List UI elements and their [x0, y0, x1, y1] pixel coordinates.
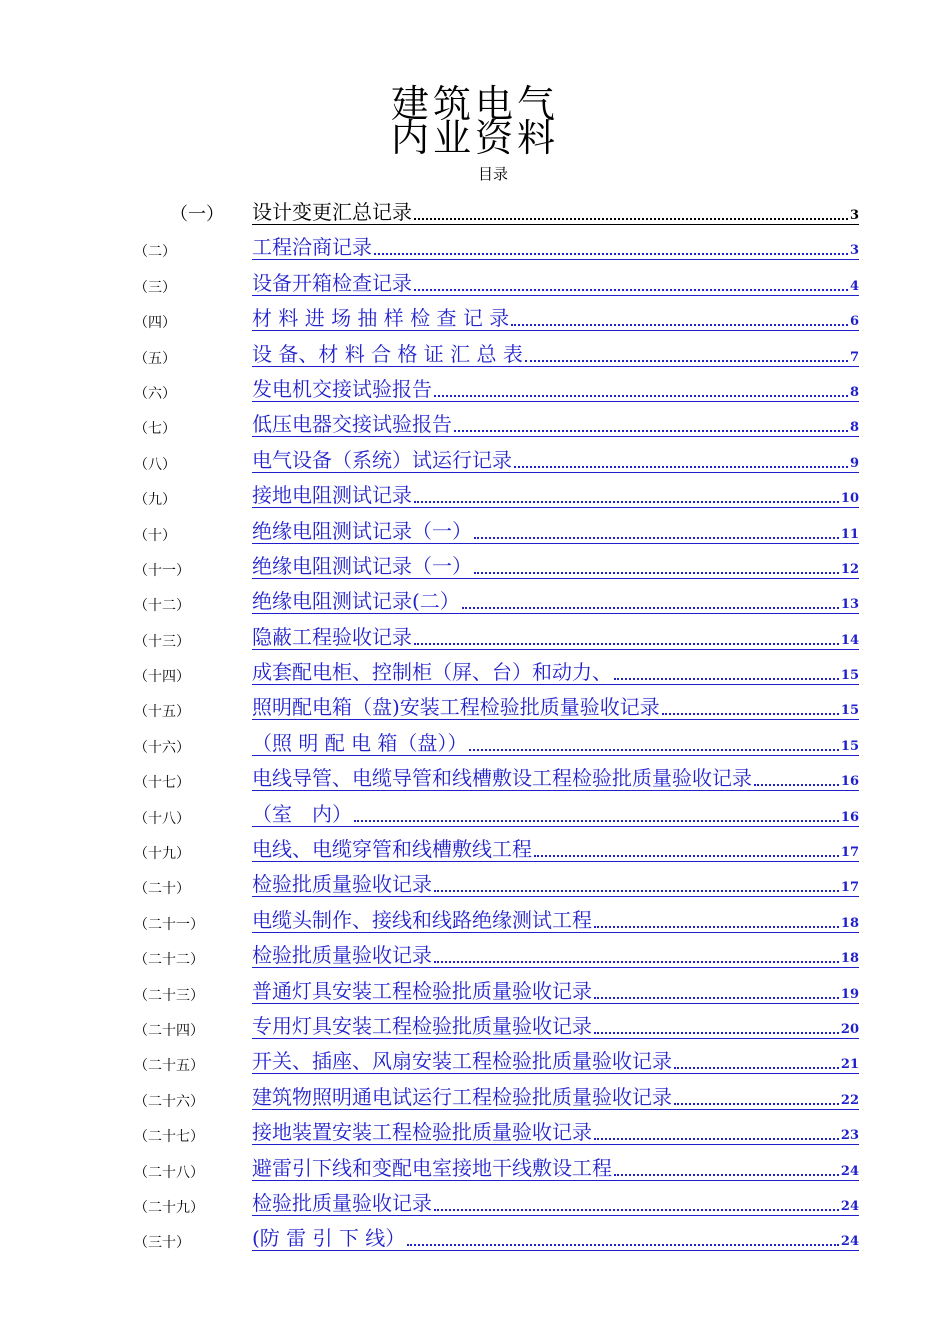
toc-entry-link[interactable] — [252, 410, 859, 437]
toc-row — [0, 937, 950, 972]
toc-entry-link[interactable] — [252, 233, 859, 260]
toc-entry-number: （二） — [134, 244, 176, 261]
toc-dot-leader — [514, 466, 848, 468]
toc-entry-title: 照明配电箱（盘)安装工程检验批质量验收记录 — [252, 695, 660, 720]
toc-dot-leader — [434, 890, 839, 892]
toc-entry-number: （四） — [134, 315, 176, 332]
toc-entry-title: 避雷引下线和变配电室接地干线敷设工程 — [252, 1155, 612, 1180]
toc-page-number: 17 — [840, 845, 859, 861]
toc-entry-link[interactable] — [252, 481, 859, 508]
toc-page-number: 19 — [840, 986, 859, 1002]
toc-dot-leader — [454, 430, 848, 432]
toc-entry-number: （二十七） — [134, 1129, 204, 1146]
toc-entry-title: 普通灯具安装工程检验批质量验收记录 — [252, 978, 592, 1003]
toc-page-number: 23 — [840, 1128, 859, 1144]
toc-entry-title: 设计变更汇总记录 — [252, 200, 412, 224]
toc-entry-title: 绝缘电阻测试记录（一） — [252, 518, 472, 543]
toc-dot-leader — [414, 643, 839, 645]
toc-page-number: 9 — [849, 455, 859, 471]
toc-page-number: 21 — [840, 1057, 859, 1073]
document-title-line-2: 内业资料 — [390, 116, 559, 160]
toc-page-number: 7 — [849, 349, 859, 365]
toc-entry-number: （二十二） — [134, 952, 204, 969]
toc-dot-leader — [469, 749, 838, 751]
toc-row — [0, 619, 950, 654]
toc-dot-leader — [674, 1103, 839, 1105]
toc-page-number: 15 — [840, 703, 859, 719]
toc-dot-leader — [511, 324, 848, 326]
toc-row — [0, 229, 950, 264]
toc-entry-link[interactable] — [252, 693, 859, 720]
toc-row — [0, 689, 950, 724]
toc-dot-leader — [474, 537, 839, 539]
toc-entry-link[interactable] — [252, 623, 859, 650]
toc-row — [0, 1043, 950, 1078]
toc-entry-title: 发电机交接试验报告 — [252, 376, 432, 401]
toc-row — [0, 1220, 950, 1255]
toc-dot-leader — [414, 218, 848, 220]
toc-entry-link[interactable] — [252, 1154, 859, 1181]
toc-row — [0, 654, 950, 689]
toc-page-number: 8 — [849, 384, 859, 400]
toc-entry-number: （六） — [134, 385, 176, 402]
toc-entry-link[interactable] — [252, 835, 859, 862]
toc-entry-number: （一） — [170, 204, 224, 225]
toc-entry-number: （十三） — [134, 633, 190, 650]
toc-dot-leader — [614, 1174, 839, 1176]
toc-dot-leader — [414, 289, 848, 291]
toc-entry-title: 设 备、材 料 合 格 证 汇 总 表 — [252, 341, 523, 366]
toc-row — [0, 336, 950, 371]
toc-entry-title: 专用灯具安装工程检验批质量验收记录 — [252, 1013, 592, 1038]
toc-dot-leader — [374, 253, 848, 255]
toc-entry-link[interactable] — [252, 1224, 859, 1251]
toc-dot-leader — [594, 1032, 839, 1034]
toc-heading: 目录 — [477, 165, 508, 183]
toc-page-number: 22 — [840, 1092, 859, 1108]
document-title-line-1: 建筑电气 — [390, 82, 559, 126]
toc-entry-title: 建筑物照明通电试运行工程检验批质量验收记录 — [252, 1084, 672, 1109]
toc-entry-link[interactable] — [252, 658, 859, 685]
toc-dot-leader — [662, 713, 839, 715]
toc-entry-title: 电线、电缆穿管和线槽敷线工程 — [252, 837, 532, 862]
toc-row — [0, 1114, 950, 1149]
toc-row — [0, 866, 950, 901]
toc-entry-number: （十七） — [134, 775, 190, 792]
toc-entry-number: （十四） — [134, 669, 190, 686]
toc-dot-leader — [407, 1244, 839, 1246]
toc-entry-title: 检验批质量验收记录 — [252, 1190, 432, 1215]
toc-entry-title: 绝缘电阻测试记录(二） — [252, 589, 460, 614]
toc-row — [0, 1008, 950, 1043]
toc-entry-title: 成套配电柜、控制柜（屏、台）和动力、 — [252, 660, 612, 685]
toc-page-number: 24 — [840, 1198, 859, 1214]
toc-entry-number: （十八） — [134, 810, 190, 827]
toc-entry-title: 检验批质量验收记录 — [252, 872, 432, 897]
toc-entry-title: 设备开箱检查记录 — [252, 270, 412, 295]
toc-row — [0, 1185, 950, 1220]
toc-entry-title: 电气设备（系统）试运行记录 — [252, 447, 512, 472]
toc-entry-title: 工程洽商记录 — [252, 235, 372, 260]
toc-row — [0, 1150, 950, 1185]
toc-entry-link[interactable] — [252, 1118, 859, 1145]
toc-entry-title: 电线导管、电缆导管和线槽敷设工程检验批质量验收记录 — [252, 766, 752, 791]
toc-entry-number: （二十九） — [134, 1199, 204, 1216]
toc-row — [0, 583, 950, 618]
toc-entry-number: （二十一） — [134, 916, 204, 933]
toc-page-number: 12 — [840, 561, 859, 577]
toc-dot-leader — [594, 997, 839, 999]
toc-entry-link[interactable] — [252, 906, 859, 933]
toc-entry-link[interactable] — [252, 870, 859, 897]
toc-page-number: 17 — [840, 880, 859, 896]
toc-page-number: 18 — [840, 951, 859, 967]
toc-page-number: 15 — [840, 738, 859, 754]
toc-row — [0, 265, 950, 300]
toc-row — [0, 406, 950, 441]
toc-entry-title: 开关、插座、风扇安装工程检验批质量验收记录 — [252, 1049, 672, 1074]
toc-row — [0, 513, 950, 548]
table-of-contents — [0, 194, 950, 1256]
toc-entry-number: （二十） — [134, 881, 190, 898]
toc-page-number: 8 — [849, 420, 859, 436]
toc-page-number: 15 — [840, 668, 859, 684]
toc-row — [0, 1079, 950, 1114]
toc-entry-number: （十九） — [134, 846, 190, 863]
toc-entry-link[interactable] — [252, 375, 859, 402]
toc-entry-number: （二十五） — [134, 1058, 204, 1075]
toc-row — [0, 973, 950, 1008]
toc-entry-title: 低压电器交接试验报告 — [252, 412, 452, 437]
toc-dot-leader — [414, 501, 839, 503]
toc-dot-leader — [674, 1067, 839, 1069]
toc-entry-title: 绝缘电阻测试记录（一） — [252, 553, 472, 578]
toc-dot-leader — [354, 820, 839, 822]
toc-entry-number: （七） — [134, 421, 176, 438]
toc-page-number: 3 — [849, 208, 859, 223]
toc-entry-link[interactable] — [252, 446, 859, 473]
toc-entry-number: （五） — [134, 350, 176, 367]
toc-entry-title: 接地装置安装工程检验批质量验收记录 — [252, 1120, 592, 1145]
toc-entry-title: 接地电阻测试记录 — [252, 483, 412, 508]
toc-entry-number: （十六） — [134, 739, 190, 756]
toc-row — [0, 902, 950, 937]
toc-row — [0, 760, 950, 795]
toc-dot-leader — [594, 1138, 839, 1140]
toc-entry-link[interactable] — [252, 1083, 859, 1110]
toc-dot-leader — [614, 678, 839, 680]
toc-page-number: 16 — [840, 774, 859, 790]
toc-entry-number: （十二） — [134, 598, 190, 615]
toc-entry-link[interactable] — [252, 1012, 859, 1039]
toc-entry-number: （十） — [134, 527, 176, 544]
toc-entry-title: (防 雷 引 下 线） — [252, 1226, 406, 1251]
toc-dot-leader — [754, 784, 839, 786]
toc-row — [0, 725, 950, 760]
toc-entry-link[interactable] — [252, 587, 859, 614]
toc-dot-leader — [594, 926, 839, 928]
toc-page-number: 3 — [849, 243, 859, 259]
toc-entry-number: （二十八） — [134, 1164, 204, 1181]
toc-entry-title: 材 料 进 场 抽 样 检 查 记 录 — [252, 306, 510, 331]
toc-page-number: 14 — [840, 632, 859, 648]
toc-page-number: 24 — [840, 1163, 859, 1179]
toc-entry-link[interactable] — [252, 941, 859, 968]
toc-entry-link[interactable] — [252, 1047, 859, 1074]
toc-entry-link[interactable] — [252, 1189, 859, 1216]
toc-entry-link[interactable] — [252, 269, 859, 296]
toc-entry-link[interactable] — [252, 977, 859, 1004]
toc-dot-leader — [462, 607, 839, 609]
toc-entry-link[interactable] — [252, 729, 859, 756]
toc-row — [0, 442, 950, 477]
toc-entry-number: （九） — [134, 492, 176, 509]
toc-entry-title: 电缆头制作、接线和线路绝缘测试工程 — [252, 907, 592, 932]
toc-entry-number: （二十三） — [134, 987, 204, 1004]
toc-dot-leader — [434, 395, 848, 397]
toc-page-number: 11 — [840, 526, 859, 542]
toc-entry-link[interactable] — [252, 552, 859, 579]
toc-entry-link[interactable] — [252, 800, 859, 827]
toc-page-number: 24 — [840, 1234, 859, 1250]
toc-dot-leader — [474, 572, 839, 574]
toc-dot-leader — [525, 360, 848, 362]
toc-dot-leader — [434, 1209, 839, 1211]
toc-entry-number: （三十） — [134, 1235, 190, 1252]
toc-entry-number: （二十六） — [134, 1093, 204, 1110]
toc-page-number: 13 — [840, 597, 859, 613]
toc-row — [0, 548, 950, 583]
toc-row — [0, 796, 950, 831]
toc-row — [0, 194, 950, 229]
toc-row — [0, 371, 950, 406]
toc-entry-number: （三） — [134, 279, 176, 296]
toc-entry-number: （八） — [134, 456, 176, 473]
toc-entry-link[interactable] — [252, 517, 859, 544]
toc-entry-title: 检验批质量验收记录 — [252, 943, 432, 968]
toc-dot-leader — [534, 855, 839, 857]
toc-entry-title: 隐蔽工程验收记录 — [252, 624, 412, 649]
toc-entry-title: （照 明 配 电 箱（盘）） — [252, 730, 468, 755]
toc-row — [0, 831, 950, 866]
toc-page-number: 10 — [840, 491, 859, 507]
toc-page-number: 18 — [840, 915, 859, 931]
toc-page-number: 4 — [849, 278, 859, 294]
toc-row — [0, 477, 950, 512]
toc-row — [0, 300, 950, 335]
toc-entry-link[interactable] — [252, 304, 859, 331]
toc-entry-number: （十五） — [134, 704, 190, 721]
toc-entry-number: （二十四） — [134, 1022, 204, 1039]
toc-entry-link[interactable] — [252, 198, 859, 225]
toc-page-number: 16 — [840, 809, 859, 825]
toc-page-number: 20 — [840, 1021, 859, 1037]
toc-entry-number: （十一） — [134, 562, 190, 579]
toc-entry-link[interactable] — [252, 764, 859, 791]
toc-entry-link[interactable] — [252, 340, 859, 367]
toc-dot-leader — [434, 961, 839, 963]
toc-page-number: 6 — [849, 314, 859, 330]
toc-entry-title: （室 内） — [252, 801, 352, 826]
